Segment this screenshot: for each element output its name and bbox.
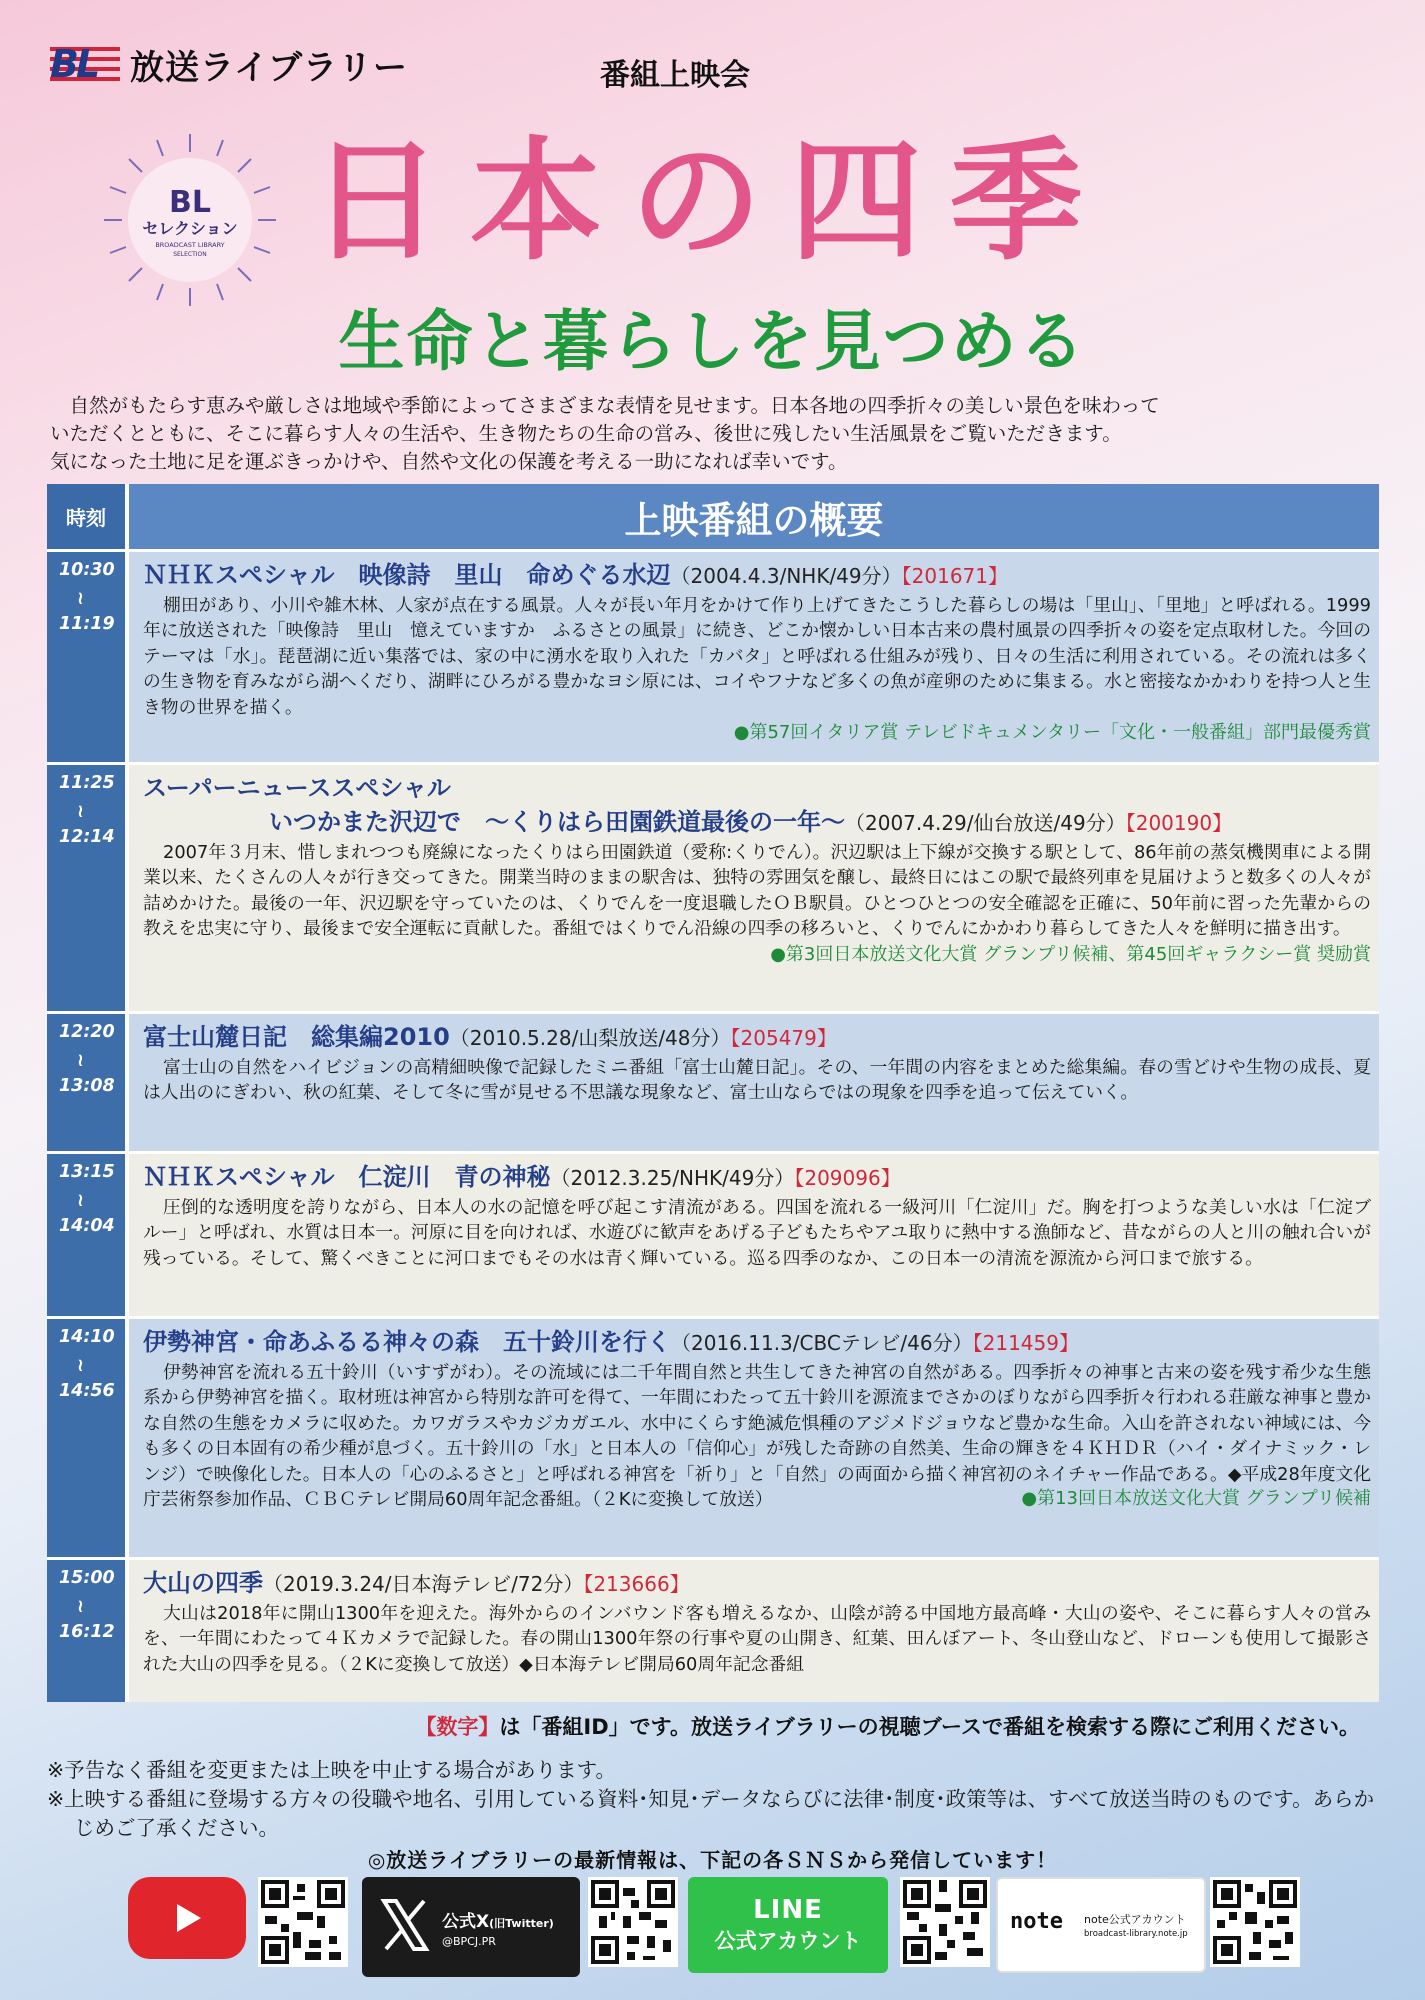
- program-id: 【201671】: [901, 564, 1008, 588]
- program-id: 【205479】: [730, 1026, 837, 1050]
- program-description: 棚田があり、小川や雑木林、人家が点在する風景。人々が長い年月をかけて作り上げてきたこうした暮らしの場は「里山」、「里地」と呼ばれる。1999年に放送された「映像詩 里山 憶えていますか ふるさとの風景」に続き、どこか懐かしい日本古来の農村風景の四季折々の姿を定点取材した。今回のテーマは「水」。琵琶湖に近い集落では、家の中に湧水を取り入れた「カバタ」と呼ばれる仕組みが残り、日々の生活に利用されている。その流れは多くの生き物を育みながら湖へくだり、湖畔にひろがる豊かなヨシ原には、コイやフナなど多くの魚が産卵のために集まる。水と密接なかかわりを持つ人と生き物の世界を描く。: [143, 595, 1371, 718]
- program-title: ＮＨＫスペシャル 映像詩 里山 命めぐる水辺: [143, 561, 671, 589]
- logo-name: 放送ライブラリー: [130, 47, 408, 88]
- start-time: 14:10: [59, 1327, 115, 1347]
- id-note-red: 【数字】: [415, 1715, 500, 1739]
- program-title-second: いつかまた沢辺で ～くりはら田園鉄道最後の一年～: [269, 808, 845, 836]
- note-qr-code[interactable]: [1210, 1877, 1300, 1967]
- line-sub-label: 公式アカウント: [714, 1929, 862, 1953]
- program-id: 【209096】: [794, 1166, 901, 1190]
- program-row: [47, 549, 1379, 762]
- program-meta: （2007.4.29/仙台放送/49分）: [845, 811, 1126, 835]
- program-meta: （2010.5.28/山梨放送/48分）: [449, 1026, 731, 1050]
- x-label: 公式X: [442, 1912, 490, 1932]
- program-title-line: [143, 1566, 1371, 1601]
- program-id: 【213666】: [583, 1572, 690, 1596]
- program-award: ●第13回日本放送文化大賞 グランプリ候補: [1021, 1488, 1371, 1510]
- time-cell: 13:15 ≀ 14:04: [47, 1154, 129, 1316]
- start-time: 11:25: [59, 773, 115, 793]
- program-id: 【200190】: [1125, 811, 1233, 835]
- program-description: 伊勢神宮を流れる五十鈴川（いすずがわ）。その流域には二千年間自然と共生してきた神宮の自然がある。四季折々の神事と古来の姿を残す希少な生態系から伊勢神宮を描く。取材班は神宮から特別な許可を得て、一年間にわたって五十鈴川を源流までさかのぼりながら四季折々行われる荘厳な神事と豊かな自然の生態をカメラに収めた。カワガラスやカジカガエル、水中にくらす絶滅危惧種のアジメドジョウなど豊かな生命。入山を許されない神域には、今も多くの日本固有の希少種が息づく。五十鈴川の「水」と日本人の「信仰心」が残した奇跡の自然美、生命の輝きを４ＫＨＤＲ（ハイ・ダイナミック・レンジ）で映像化した。日本人の「心のふるさと」と呼ばれる神宮を「祈り」と「自然」の両面から描く神宮初のネイチャー作品である。◆平成28年度文化庁芸術祭参加作品、ＣＢＣテレビ開局60周年記念番組。（２Kに変換して放送）: [143, 1362, 1371, 1511]
- program-table: [47, 484, 1379, 1702]
- seal-mid-text: セレクション: [142, 219, 238, 238]
- program-row: [47, 1557, 1379, 1702]
- broadcast-library-logo: [50, 42, 430, 86]
- col-main-header: 上映番組の概要: [129, 484, 1379, 549]
- note-line: ※上映する番組に登場する方々の役職や地名、引用している資料･知見･データならびに法律･制度･政策等は、すべて放送当時のものです。あらかじめご了承ください。: [47, 1787, 1375, 1840]
- program-title: スーパーニューススペシャル: [143, 774, 451, 802]
- main-title: 日本の四季: [310, 124, 1110, 279]
- end-time: 13:08: [59, 1076, 115, 1096]
- note-account-button[interactable]: [996, 1877, 1206, 1973]
- intro-line: いただくとともに、そこに暮らす人々の生活や、生き物たちの生命の営み、後世に残したい生活風景をご覧いただきます。: [50, 422, 1122, 445]
- program-description: 富士山の自然をハイビジョンの高精細映像で記録したミニ番組「富士山麓日記」。その、一年間の内容をまとめた総集編。春の雪どけや生物の成長、夏は人出のにぎわい、秋の紅葉、そして冬に雪が見せる不思議な現象など、富士山ならではの現象を四季を追って伝えていく。: [143, 1057, 1371, 1104]
- sns-lead-text: ◎放送ライブラリーの最新情報は、下記の各ＳＮＳから発信しています！: [367, 1848, 1058, 1872]
- note-label: note公式アカウント: [1084, 1913, 1186, 1926]
- subtitle: 生命と暮らしを見つめる: [338, 303, 1087, 380]
- program-id-note: [0, 1711, 1360, 1741]
- start-time: 13:15: [59, 1162, 115, 1182]
- program-title: 伊勢神宮・命あふるる神々の森 五十鈴川を行く: [143, 1328, 671, 1356]
- x-qr-code[interactable]: [588, 1877, 678, 1967]
- time-cell: 10:30 ≀ 11:19: [47, 552, 129, 762]
- end-time: 12:14: [59, 827, 115, 847]
- seal-en-text: BROADCAST LIBRARY: [155, 241, 225, 249]
- program-title-line: [143, 1325, 1371, 1360]
- end-time: 14:04: [59, 1216, 115, 1236]
- x-handle: @BPCJ.PR: [442, 1935, 496, 1948]
- end-time: 16:12: [59, 1622, 115, 1642]
- x-small-label: (旧Twitter): [489, 1917, 554, 1930]
- program-title: 大山の四季: [143, 1569, 263, 1597]
- program-row: [47, 1316, 1379, 1557]
- program-title-line: [143, 805, 1371, 840]
- program-cell: [129, 765, 1379, 1011]
- play-icon: [167, 1898, 207, 1938]
- start-time: 12:20: [59, 1022, 115, 1042]
- program-row: [47, 1011, 1379, 1151]
- time-cell: 11:25 ≀ 12:14: [47, 765, 129, 1011]
- line-account-button[interactable]: [688, 1877, 888, 1973]
- intro-text: [50, 392, 1380, 476]
- time-cell: 14:10 ≀ 14:56: [47, 1319, 129, 1557]
- disclaimer-notes: [47, 1756, 1387, 1843]
- note-line: ※予告なく番組を変更または上映を中止する場合があります。: [47, 1758, 617, 1782]
- end-time: 14:56: [59, 1381, 115, 1401]
- id-note-text: は「番組ID」です。放送ライブラリーの視聴ブースで番組を検索する際にご利用ください。: [499, 1715, 1360, 1739]
- program-meta: （2019.3.24/日本海テレビ/72分）: [263, 1572, 584, 1596]
- seal-top-text: BL: [169, 185, 211, 220]
- program-description: 2007年３月末、惜しまれつつも廃線になったくりはら田園鉄道（愛称:くりでん）。沢辺駅は上下線が交換する駅として、86年前の蒸気機関車による開業以来、たくさんの人々が行き交ってきた。開業当時のままの駅舎は、独特の雰囲気を醸し、最終日にはこの駅で最終列車を見届けようと数多くの人々が詰めかけた。最後の一年、沢辺駅を守っていたのは、くりでんを一度退職したＯＢ駅員。ひとつひとつの安全確認を正確に、50年前に習った先輩からの教えを忠実に守り、最後まで安全運転に貢献した。番組ではくりでん沿線の四季の移ろいと、くりでんにかかわり暮らしてきた人々を鮮明に描き出す。: [143, 842, 1371, 940]
- event-label: 番組上映会: [600, 58, 750, 93]
- program-row: [47, 1151, 1379, 1316]
- seal-en2-text: SELECTION: [173, 251, 207, 258]
- program-title-line: [143, 1020, 1371, 1055]
- program-cell: [129, 552, 1379, 762]
- col-time-header: 時刻: [47, 484, 129, 549]
- program-award: ●第57回イタリア賞 テレビドキュメンタリー「文化・一般番組」部門最優秀賞: [733, 722, 1371, 744]
- program-meta: （2016.11.3/CBCテレビ/46分）: [671, 1331, 973, 1355]
- program-title-line: [143, 558, 1371, 593]
- intro-line: 気になった土地に足を運ぶきっかけや、自然や文化の保護を考える一助になれば幸いです。: [50, 450, 848, 473]
- x-logo-icon: [380, 1897, 430, 1953]
- note-url: broadcast-library.note.jp: [1084, 1929, 1188, 1939]
- intro-line: 自然がもたらす恵みや厳しさは地域や季節によってさまざまな表情を見せます。日本各地の四季折々の美しい景色を味わって: [50, 394, 1160, 417]
- bl-logo-mark: BL: [50, 47, 120, 81]
- program-description: 圧倒的な透明度を誇りながら、日本人の水の記憶を呼び起こす清流がある。四国を流れる一級河川「仁淀川」だ。胸を打つような美しい水は「仁淀ブルー」と呼ばれ、水質は日本一。河原に目を向ければ、水遊びに歓声をあげる子どもたちやアユ取りに熱中する漁師など、昔ながらの人と川の触れ合いが残っている。そして、驚くべきことに河口までもその水は青く輝いている。巡る四季のなか、この日本一の清流を源流から河口まで旅する。: [143, 1197, 1371, 1269]
- note-logo: note: [1010, 1909, 1063, 1934]
- program-cell: [129, 1014, 1379, 1151]
- line-label: LINE: [753, 1895, 823, 1925]
- table-header: [47, 484, 1379, 549]
- x-twitter-button[interactable]: [362, 1877, 580, 1977]
- start-time: 15:00: [59, 1568, 115, 1588]
- line-qr-code[interactable]: [900, 1877, 990, 1967]
- program-row: [47, 762, 1379, 1011]
- start-time: 10:30: [59, 560, 115, 580]
- youtube-button[interactable]: [128, 1877, 246, 1959]
- time-cell: 15:00 ≀ 16:12: [47, 1560, 129, 1702]
- program-cell: [129, 1154, 1379, 1316]
- program-title: 富士山麓日記 総集編2010: [143, 1023, 450, 1051]
- program-meta: （2004.4.3/NHK/49分）: [670, 564, 902, 588]
- program-description: 大山は2018年に開山1300年を迎えた。海外からのインバウンド客も増えるなか、山陰が誇る中国地方最高峰・大山の姿や、そこに暮らす人々の営みを、一年間にわたって４Ｋカメラで記録した。春の開山1300年祭の行事や夏の山開き、紅葉、田んぼアート、冬山登山など、ドローンも使用して撮影された大山の四季を見る。（２Kに変換して放送）◆日本海テレビ開局60周年記念番組: [143, 1603, 1371, 1675]
- program-meta: （2012.3.25/NHK/49分）: [550, 1166, 795, 1190]
- program-title: ＮＨＫスペシャル 仁淀川 青の神秘: [143, 1163, 551, 1191]
- program-id: 【211459】: [972, 1331, 1079, 1355]
- end-time: 11:19: [59, 614, 115, 634]
- bl-selection-seal: [100, 130, 280, 310]
- program-title-line: [143, 1160, 1371, 1195]
- youtube-qr-code[interactable]: [258, 1877, 348, 1967]
- program-cell: [129, 1319, 1379, 1557]
- program-award: ●第3回日本放送文化大賞 グランプリ候補、第45回ギャラクシー賞 奨励賞: [770, 943, 1371, 965]
- time-cell: 12:20 ≀ 13:08: [47, 1014, 129, 1151]
- program-cell: [129, 1560, 1379, 1702]
